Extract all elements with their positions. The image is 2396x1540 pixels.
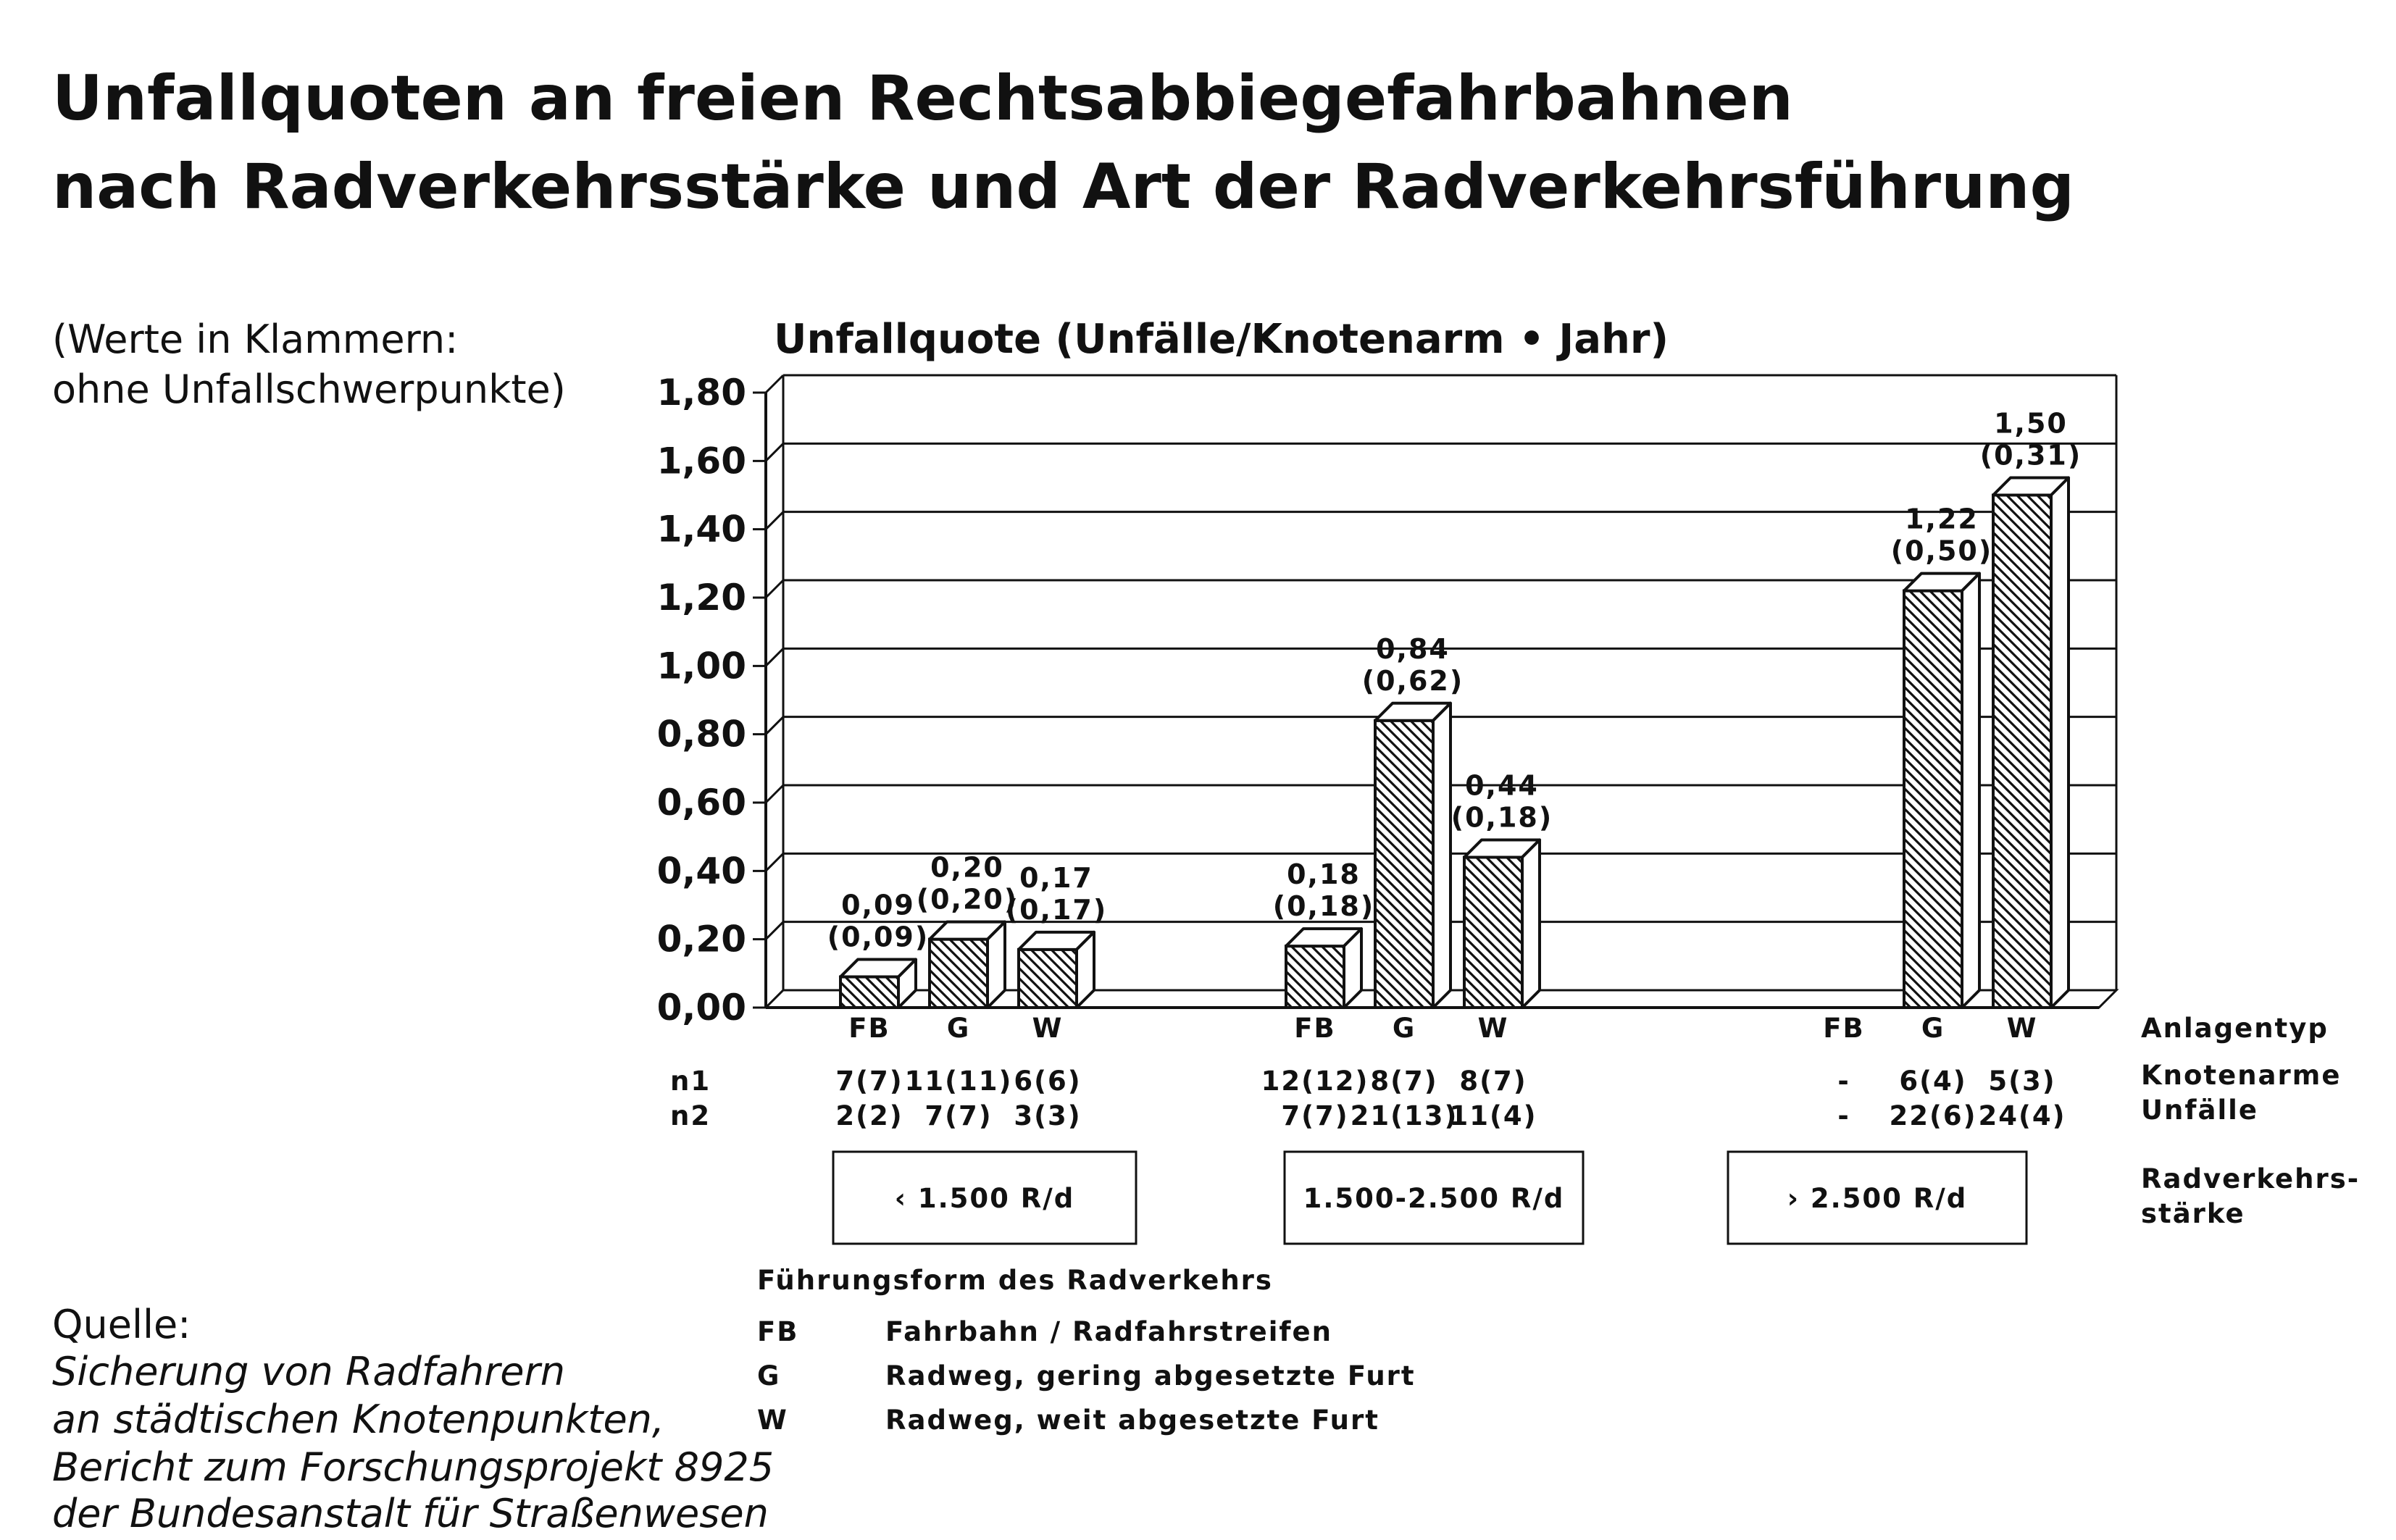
y-tick-label: 1,80 (656, 372, 746, 414)
n2-value: 22(6) (1889, 1100, 1977, 1131)
legend-text-w: Radweg, weit abgesetzte Furt (885, 1405, 1379, 1436)
legend-text-g: Radweg, gering abgesetzte Furt (885, 1360, 1416, 1392)
x-category-label: W (1477, 1013, 1509, 1044)
source-line-3: Bericht zum Forschungsprojekt 8925 (52, 1444, 775, 1490)
y-tick-label: 1,20 (656, 577, 746, 619)
data-label: 1,50 (1994, 407, 2068, 440)
data-labels (827, 408, 2082, 953)
y-tick-labels (657, 372, 746, 1029)
data-label: 0,44 (1465, 769, 1539, 802)
right-label-anlagentyp: Anlagentyp (2141, 1013, 2329, 1044)
source-line-1: Sicherung von Radfahrern (52, 1349, 565, 1394)
x-category-label: FB (1294, 1013, 1336, 1044)
gridline-side (766, 580, 783, 598)
x-category-label: G (1392, 1013, 1416, 1044)
n2-value: 7(7) (924, 1100, 993, 1131)
bar-g (1904, 591, 1962, 1008)
x-category-label: G (1921, 1013, 1945, 1044)
gridline-side (766, 785, 783, 803)
data-label-paren: (0,20) (916, 883, 1019, 916)
n1-value: 7(7) (835, 1066, 903, 1097)
data-label-paren: (0,50) (1890, 535, 1993, 567)
n1-value: 12(12) (1261, 1066, 1369, 1097)
data-label-paren: (0,18) (1272, 890, 1375, 923)
data-label: 0,09 (841, 889, 915, 921)
right-label-radverkehrs-2: stärke (2141, 1198, 2245, 1229)
data-label-paren: (0,31) (1979, 439, 2082, 472)
x-category-label: G (946, 1013, 971, 1044)
n1-value: 6(6) (1014, 1066, 1082, 1097)
y-tick-label: 0,80 (656, 713, 746, 756)
legend-text-fb: Fahrbahn / Radfahrstreifen (885, 1316, 1332, 1347)
row-label-n1: n1 (670, 1066, 711, 1097)
data-label-paren: (0,09) (827, 921, 930, 953)
data-label-paren: (0,62) (1361, 664, 1464, 697)
n1-value: 11(11) (904, 1066, 1013, 1097)
n1-value: 8(7) (1370, 1066, 1438, 1097)
note-line-1: (Werte in Klammern: (52, 317, 459, 362)
data-label: 1,22 (1905, 503, 1979, 535)
y-tick-label: 0,20 (656, 918, 746, 961)
data-table (833, 1013, 2066, 1244)
row-label-n2: n2 (670, 1100, 711, 1131)
bar-side (988, 922, 1005, 1008)
data-label: 0,84 (1376, 632, 1450, 665)
n2-value: 11(4) (1449, 1100, 1537, 1131)
n1-value: 8(7) (1459, 1066, 1527, 1097)
bar-side (1522, 840, 1540, 1008)
bar-w (1993, 495, 2051, 1008)
data-label: 0,20 (930, 851, 1004, 884)
bar-g (1375, 721, 1433, 1008)
y-tick-label: 1,60 (656, 440, 746, 482)
source-line-4: der Bundesanstalt für Straßenwesen (52, 1491, 769, 1536)
right-label-unfaelle: Unfälle (2141, 1095, 2258, 1126)
range-label: 1.500-2.500 R/d (1303, 1183, 1565, 1214)
legend-key-fb: FB (757, 1316, 799, 1347)
gridline-side (766, 443, 783, 461)
right-label-knotenarme: Knotenarme (2141, 1060, 2342, 1091)
gridline-side (766, 853, 783, 871)
y-axis-label: Unfallquote (Unfälle/Knotenarm • Jahr) (774, 316, 1669, 363)
title-line-2: nach Radverkehrsstärke und Art der Radverkehrsführung (52, 151, 2075, 223)
legend-title: Führungsform des Radverkehrs (757, 1265, 1273, 1296)
n2-value: - (1837, 1100, 1850, 1131)
bar-side (1433, 703, 1450, 1008)
y-tick-label: 0,00 (656, 987, 746, 1029)
gridline-side (766, 375, 783, 393)
y-tick-label: 1,00 (656, 645, 746, 687)
data-label: 0,17 (1019, 861, 1093, 894)
x-category-label: FB (1823, 1013, 1865, 1044)
data-label: 0,18 (1287, 858, 1361, 891)
data-label-paren: (0,18) (1450, 801, 1553, 834)
range-label: ‹ 1.500 R/d (894, 1183, 1075, 1214)
bar-side (1962, 574, 1979, 1008)
n2-value: 24(4) (1978, 1100, 2066, 1131)
title-line-1: Unfallquoten an freien Rechtsabbiegefahrbahnen (52, 62, 1793, 135)
y-tick-label: 1,40 (656, 508, 746, 551)
data-label-paren: (0,17) (1005, 893, 1108, 926)
gridline-side (766, 648, 783, 666)
right-label-radverkehrs-1: Radverkehrs- (2141, 1163, 2360, 1194)
gridline-side (766, 717, 783, 735)
bar-side (2051, 478, 2069, 1008)
n2-value: 21(13) (1350, 1100, 1458, 1131)
n2-value: 2(2) (835, 1100, 903, 1131)
gridline-side (766, 922, 783, 940)
legend-key-w: W (757, 1405, 788, 1436)
bar-w (1464, 857, 1522, 1008)
source-label: Quelle: (52, 1302, 191, 1347)
source-line-2: an städtischen Knotenpunkten, (52, 1397, 665, 1442)
n2-value: 7(7) (1281, 1100, 1349, 1131)
x-category-label: W (1032, 1013, 1064, 1044)
note-line-2: ohne Unfallschwerpunkte) (52, 367, 566, 412)
n2-value: 3(3) (1014, 1100, 1082, 1131)
y-tick-label: 0,40 (656, 850, 746, 892)
gridline-side (766, 512, 783, 530)
n1-value: 6(4) (1899, 1066, 1967, 1097)
bar-w (1019, 950, 1077, 1008)
x-category-label: W (2006, 1013, 2038, 1044)
x-category-label: FB (848, 1013, 890, 1044)
n1-value: - (1837, 1066, 1850, 1097)
n1-value: 5(3) (1988, 1066, 2056, 1097)
bars (840, 478, 2069, 1008)
bar-fb (1286, 946, 1344, 1008)
legend-key-g: G (757, 1360, 781, 1392)
y-tick-label: 0,60 (656, 782, 746, 824)
bar-g (930, 940, 988, 1008)
bar-fb (840, 977, 898, 1008)
range-label: › 2.500 R/d (1787, 1183, 1968, 1214)
